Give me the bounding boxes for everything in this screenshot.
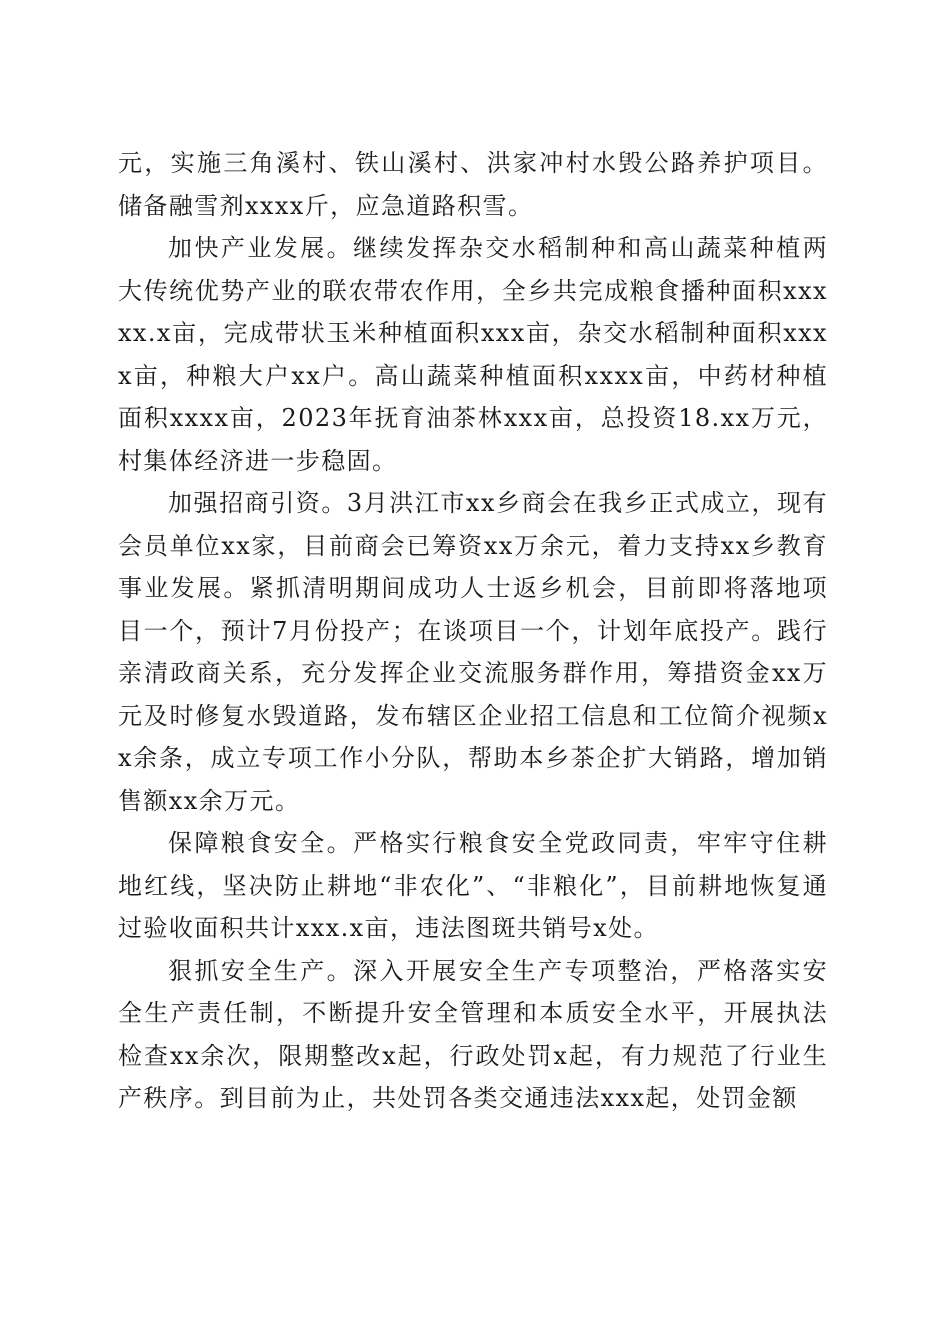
- paragraph-production-safety: 狠抓安全生产。深入开展安全生产专项整治，严格落实安全生产责任制，不断提升安全管理和本质安全水平，开展执法检查xx余次，限期整改x起，行政处罚x起，有力规范了行业生产秩序。到目前为止，共处罚各类交通违法xxx起，处罚金额: [118, 956, 828, 1112]
- paragraph-food-security: 保障粮食安全。严格实行粮食安全党政同责，牢牢守住耕地红线，坚决防止耕地“非农化”、“非粮化”，目前耕地恢复通过验收面积共计xxx.x亩，违法图斑共销号x处。: [118, 829, 828, 942]
- document-body: [118, 142, 828, 1120]
- paragraph-investment-promotion: 加强招商引资。3月洪江市xx乡商会在我乡正式成立，现有会员单位xx家，目前商会已筹资xx万余元，着力支持xx乡教育事业发展。紧抓清明期间成功人士返乡机会，目前即将落地项目一个，预计7月份投产；在谈项目一个，计划年底投产。践行亲清政商关系，充分发挥企业交流服务群作用，筹措资金xx万元及时修复水毁道路，发布辖区企业招工信息和工位简介视频xx余条，成立专项工作小分队，帮助本乡茶企扩大销路，增加销售额xx余万元。: [118, 489, 828, 815]
- paragraph-industry-development: 加快产业发展。继续发挥杂交水稻制种和高山蔬菜种植两大传统优势产业的联农带农作用，全乡共完成粮食播种面积xxxxx.x亩，完成带状玉米种植面积xxx亩，杂交水稻制种面积xxxx亩，种粮大户xx户。高山蔬菜种植面积xxxx亩，中药材种植面积xxxx亩，2023年抚育油茶林xxx亩，总投资18.xx万元，村集体经济进一步稳固。: [118, 234, 828, 475]
- paragraph-road-maintenance: 元，实施三角溪村、铁山溪村、洪家冲村水毁公路养护项目。储备融雪剂xxxx斤，应急道路积雪。: [118, 149, 828, 220]
